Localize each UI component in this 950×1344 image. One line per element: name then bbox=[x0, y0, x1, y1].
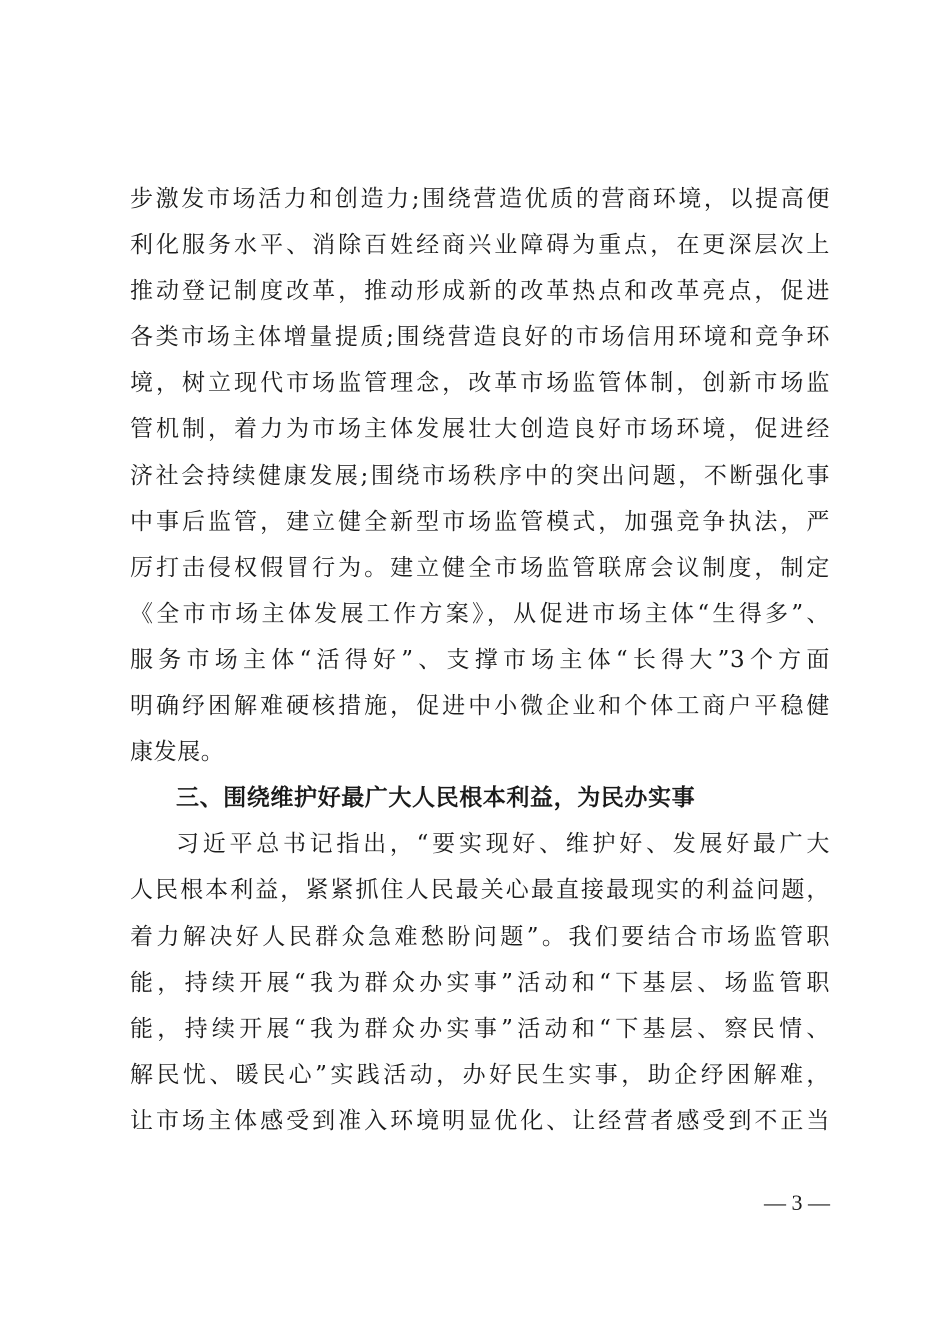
paragraph-1-line: 推动登记制度改革，推动形成新的改革热点和改革亮点，促进 bbox=[130, 278, 830, 305]
paragraph-2-line: 能，持续开展“我为群众办实事”活动和“下基层、场监管职 bbox=[130, 969, 830, 996]
paragraph-2-line: 能，持续开展“我为群众办实事”活动和“下基层、察民情、 bbox=[130, 1015, 830, 1042]
paragraph-1-line: 明确纾困解难硬核措施，促进中小微企业和个体工商户平稳健 bbox=[130, 693, 830, 720]
paragraph-1-line: 境，树立现代市场监管理念，改革市场监管体制，创新市场监 bbox=[130, 370, 830, 397]
paragraph-1-line: 厉打击侵权假冒行为。建立健全市场监管联席会议制度，制定 bbox=[130, 554, 830, 581]
paragraph-2-line: 着力解决好人民群众急难愁盼问题”。我们要结合市场监管职 bbox=[130, 923, 830, 950]
paragraph-1-line: 各类市场主体增量提质;围绕营造良好的市场信用环境和竞争环 bbox=[130, 324, 830, 351]
paragraph-2-line: 习近平总书记指出，“要实现好、维护好、发展好最广大 bbox=[176, 831, 830, 858]
paragraph-1-line: 利化服务水平、消除百姓经商兴业障碍为重点，在更深层次上 bbox=[130, 232, 830, 259]
paragraph-1-line: 服务市场主体“活得好”、支撑市场主体“长得大”3个方面 bbox=[130, 646, 830, 673]
paragraph-1-line: 济社会持续健康发展;围绕市场秩序中的突出问题，不断强化事 bbox=[130, 462, 830, 489]
paragraph-1-line: 《全市市场主体发展工作方案》，从促进市场主体“生得多”、 bbox=[130, 600, 830, 627]
paragraph-1-line: 康发展。 bbox=[130, 739, 225, 766]
paragraph-1-line: 步激发市场活力和创造力;围绕营造优质的营商环境，以提高便 bbox=[130, 186, 830, 212]
paragraph-2-line: 人民根本利益，紧紧抓住人民最关心最直接最现实的利益问题， bbox=[130, 877, 830, 904]
paragraph-1-line: 中事后监管，建立健全新型市场监管模式，加强竞争执法，严 bbox=[130, 508, 830, 535]
page-number: — 3 — bbox=[764, 1190, 830, 1215]
section-heading: 三、围绕维护好最广大人民根本利益，为民办实事 bbox=[176, 785, 696, 812]
paragraph-2-line: 解民忧、暖民心”实践活动，办好民生实事，助企纾困解难， bbox=[130, 1061, 830, 1088]
paragraph-1-line: 管机制，着力为市场主体发展壮大创造良好市场环境，促进经 bbox=[130, 416, 830, 443]
body-text bbox=[130, 176, 830, 1144]
paragraph-2-line: 让市场主体感受到准入环境明显优化、让经营者感受到不正当 bbox=[130, 1107, 830, 1134]
